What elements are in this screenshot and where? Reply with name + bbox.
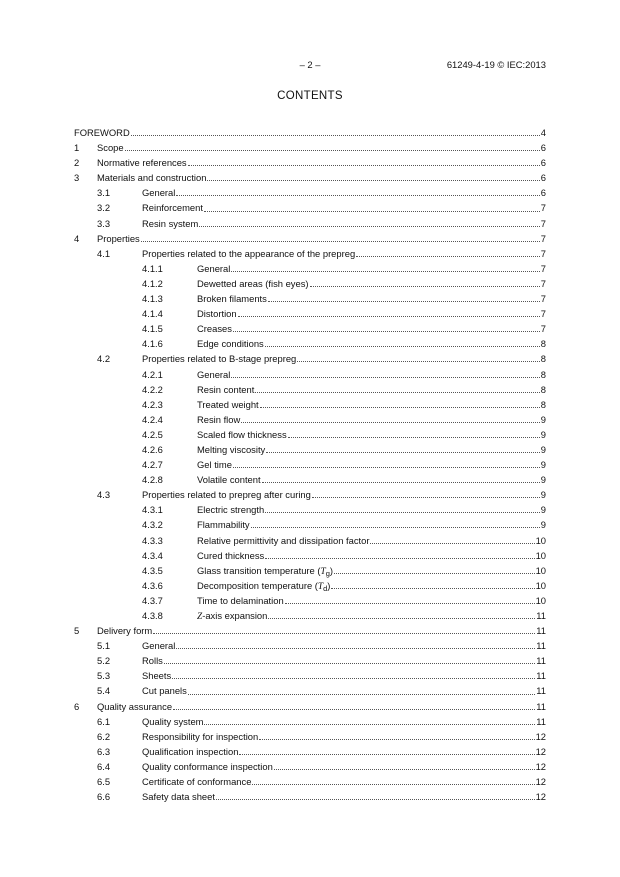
toc-entry-title-text: Quality conformance inspection bbox=[142, 760, 273, 772]
toc-entry-title-text: Properties related to the appearance of the prepreg bbox=[142, 247, 356, 259]
toc-entry-number: 4.2.2 bbox=[142, 383, 163, 395]
toc-entry-page: 6 bbox=[540, 142, 546, 154]
toc-entry-title-text: Glass transition temperature ( bbox=[197, 564, 321, 576]
toc-entry-title bbox=[197, 517, 250, 532]
toc-entry-page: 9 bbox=[540, 428, 546, 440]
toc-entry-page: 4 bbox=[540, 127, 546, 138]
toc-entry[interactable] bbox=[74, 200, 546, 215]
toc-entry-page: 12 bbox=[535, 791, 546, 803]
toc-entry-number: 1 bbox=[74, 142, 80, 154]
toc-entry[interactable] bbox=[74, 502, 546, 517]
toc-entry-title bbox=[197, 382, 254, 397]
toc-entry-title-text: Responsibility for inspection bbox=[142, 730, 259, 742]
toc-dot-leader bbox=[262, 482, 540, 483]
toc-dot-leader bbox=[176, 648, 535, 649]
toc-dot-leader bbox=[231, 271, 539, 272]
toc-entry-title bbox=[197, 321, 232, 336]
toc-entry-page: 11 bbox=[536, 625, 546, 637]
toc-dot-leader bbox=[204, 211, 540, 212]
toc-entry-number: 4.1.4 bbox=[142, 308, 163, 320]
toc-entry[interactable] bbox=[74, 427, 546, 442]
toc-entry-page: 12 bbox=[535, 730, 546, 742]
toc-entry-number: 5.3 bbox=[97, 670, 111, 682]
toc-entry[interactable] bbox=[74, 336, 546, 351]
toc-entry-page: 8 bbox=[540, 368, 546, 380]
toc-entry-page: 8 bbox=[540, 338, 546, 350]
toc-entry-title-text: Properties related to B-stage prepreg bbox=[142, 353, 297, 365]
toc-entry[interactable] bbox=[74, 321, 546, 336]
toc-entry-page: 10 bbox=[535, 594, 546, 606]
toc-entry[interactable] bbox=[74, 623, 546, 638]
toc-entry-title-text: Sheets bbox=[142, 670, 172, 682]
toc-entry-number: 6 bbox=[74, 700, 80, 712]
toc-entry-title bbox=[142, 668, 171, 683]
toc-entry[interactable] bbox=[74, 216, 546, 231]
toc-entry-title-text: Certificate of conformance bbox=[142, 776, 252, 788]
toc-dot-leader bbox=[176, 195, 539, 196]
toc-entry-title-text: Reinforcement bbox=[142, 202, 203, 214]
toc-entry[interactable] bbox=[74, 578, 546, 593]
toc-entry-number: 4.2.6 bbox=[142, 443, 163, 455]
toc-entry-title bbox=[197, 427, 287, 442]
toc-entry-title-text: Properties bbox=[97, 232, 140, 244]
toc-entry-number: 4.2.5 bbox=[142, 428, 163, 440]
toc-entry[interactable] bbox=[74, 774, 546, 789]
toc-entry-number: 3 bbox=[74, 172, 80, 184]
toc-entry[interactable] bbox=[74, 533, 546, 548]
toc-entry-page: 9 bbox=[540, 519, 546, 531]
toc-entry[interactable] bbox=[74, 683, 546, 698]
toc-entry-subscript: g bbox=[325, 568, 330, 578]
toc-entry[interactable] bbox=[74, 306, 546, 321]
toc-entry-page: 11 bbox=[536, 685, 546, 697]
toc-entry-number: 4.3.7 bbox=[142, 594, 163, 606]
toc-entry[interactable] bbox=[74, 246, 546, 261]
toc-entry[interactable] bbox=[74, 155, 546, 170]
toc-entry[interactable] bbox=[74, 729, 546, 744]
toc-dot-leader bbox=[259, 739, 534, 740]
toc-entry-page: 10 bbox=[535, 534, 546, 546]
toc-entry-title bbox=[97, 231, 140, 246]
toc-entry-title bbox=[197, 276, 309, 291]
toc-entry-page: 10 bbox=[535, 564, 546, 576]
toc-entry-title bbox=[142, 759, 273, 774]
toc-entry[interactable] bbox=[74, 140, 546, 155]
toc-entry-title bbox=[97, 170, 206, 185]
toc-entry-title bbox=[142, 744, 238, 759]
toc-entry-title-text: Scaled flow thickness bbox=[197, 428, 287, 440]
toc-entry-page: 7 bbox=[540, 293, 546, 305]
toc-entry-title-text: Distortion bbox=[197, 308, 237, 320]
toc-entry-title bbox=[142, 200, 203, 215]
toc-entry[interactable] bbox=[74, 548, 546, 563]
toc-entry-number: 4.2.8 bbox=[142, 474, 163, 486]
toc-entry-title-text: Cut panels bbox=[142, 685, 187, 697]
toc-entry-page: 11 bbox=[536, 700, 546, 712]
toc-entry-title bbox=[142, 487, 311, 502]
toc-dot-leader bbox=[370, 543, 534, 544]
toc-entry-page: 7 bbox=[540, 217, 546, 229]
toc-entry[interactable] bbox=[74, 714, 546, 729]
toc-entry-title-text: Properties related to prepreg after curing bbox=[142, 489, 311, 501]
toc-entry-title bbox=[97, 155, 187, 170]
toc-dot-leader bbox=[268, 618, 535, 619]
toc-entry-title-text: Safety data sheet bbox=[142, 791, 215, 803]
toc-dot-leader bbox=[268, 301, 540, 302]
toc-entry-title-text: Cured thickness bbox=[197, 549, 265, 561]
toc-entry-title bbox=[197, 336, 264, 351]
toc-entry-number: 6.5 bbox=[97, 776, 111, 788]
toc-entry[interactable] bbox=[74, 789, 546, 804]
toc-dot-leader bbox=[188, 694, 535, 695]
toc-entry-number: 6.2 bbox=[97, 730, 111, 742]
toc-entry-page: 11 bbox=[536, 715, 546, 727]
toc-entry-number: 6.4 bbox=[97, 760, 111, 772]
toc-entry-number: 4.2.4 bbox=[142, 413, 163, 425]
toc-entry[interactable] bbox=[74, 382, 546, 397]
toc-entry-title bbox=[197, 367, 230, 382]
toc-entry-title-text: -axis expansion bbox=[202, 610, 268, 621]
toc-dot-leader bbox=[297, 361, 540, 362]
toc-entry-title bbox=[197, 397, 259, 412]
toc-entry-title bbox=[74, 125, 130, 140]
toc-entry[interactable] bbox=[74, 563, 546, 578]
toc-entry-title-text: Scope bbox=[97, 142, 124, 154]
toc-entry-page: 9 bbox=[540, 504, 546, 516]
toc-dot-leader bbox=[241, 422, 540, 423]
toc-entry-number: 4.3.1 bbox=[142, 504, 163, 516]
toc-entry[interactable] bbox=[74, 699, 546, 714]
toc-entry-title-text: Electric strength bbox=[197, 504, 265, 516]
toc-entry-page: 8 bbox=[540, 398, 546, 410]
toc-entry-page: 12 bbox=[535, 776, 546, 788]
toc-entry[interactable] bbox=[74, 261, 546, 276]
toc-entry-title-text: Volatile content bbox=[197, 474, 261, 486]
toc-entry-title bbox=[197, 442, 265, 457]
toc-entry[interactable] bbox=[74, 608, 546, 623]
toc-dot-leader bbox=[251, 527, 540, 528]
toc-entry[interactable] bbox=[74, 759, 546, 774]
toc-entry-title-text: Relative permittivity and dissipation factor bbox=[197, 534, 370, 546]
toc-entry[interactable] bbox=[74, 367, 546, 382]
toc-dot-leader bbox=[252, 784, 534, 785]
toc-entry-page: 10 bbox=[535, 549, 546, 561]
toc-entry-title bbox=[142, 351, 296, 366]
toc-entry-number: 4.3.4 bbox=[142, 549, 163, 561]
toc-dot-leader bbox=[207, 180, 539, 181]
toc-dot-leader bbox=[173, 709, 535, 710]
toc-entry-number: 3.3 bbox=[97, 217, 111, 229]
toc-entry-title bbox=[142, 638, 175, 653]
toc-entry[interactable] bbox=[74, 412, 546, 427]
toc-entry[interactable] bbox=[74, 125, 546, 140]
toc-entry[interactable] bbox=[74, 276, 546, 291]
toc-entry[interactable] bbox=[74, 231, 546, 246]
toc-entry-title bbox=[142, 714, 203, 729]
toc-entry-title-text: Resin content bbox=[197, 383, 255, 395]
toc-dot-leader bbox=[312, 497, 540, 498]
toc-entry-title bbox=[197, 548, 264, 563]
toc-entry-page: 9 bbox=[540, 489, 546, 501]
toc-entry-title-text: General bbox=[197, 262, 231, 274]
toc-entry-title-text: Treated weight bbox=[197, 398, 259, 410]
toc-entry-title-text: Gel time bbox=[197, 459, 232, 471]
toc-entry-title bbox=[97, 140, 124, 155]
toc-entry-page: 8 bbox=[540, 353, 546, 365]
toc-dot-leader bbox=[265, 512, 540, 513]
toc-entry-number: 4.1 bbox=[97, 247, 111, 259]
toc-entry-title-text: General bbox=[142, 640, 176, 652]
toc-entry-number: 4.1.3 bbox=[142, 293, 163, 305]
toc-entry-title bbox=[142, 683, 187, 698]
toc-entry-title bbox=[97, 623, 152, 638]
toc-entry[interactable] bbox=[74, 291, 546, 306]
toc-entry-title bbox=[97, 699, 172, 714]
toc-entry-title bbox=[197, 457, 232, 472]
toc-entry-title bbox=[197, 472, 261, 487]
toc-dot-leader bbox=[204, 724, 535, 725]
toc-dot-leader bbox=[331, 588, 534, 589]
toc-entry[interactable] bbox=[74, 593, 546, 608]
toc-entry-page: 11 bbox=[536, 655, 546, 667]
toc-dot-leader bbox=[265, 558, 534, 559]
toc-entry-page: 7 bbox=[540, 202, 546, 214]
toc-dot-leader bbox=[238, 316, 540, 317]
toc-entry-title-text: Normative references bbox=[97, 157, 187, 169]
toc-dot-leader bbox=[231, 377, 539, 378]
toc-entry-number: 5.2 bbox=[97, 655, 111, 667]
toc-entry[interactable] bbox=[74, 638, 546, 653]
toc-entry-subscript: d bbox=[323, 583, 328, 593]
toc-entry[interactable] bbox=[74, 487, 546, 502]
toc-dot-leader bbox=[356, 256, 540, 257]
page-title: CONTENTS bbox=[277, 90, 343, 102]
toc-entry-title-text: Resin flow bbox=[197, 413, 241, 425]
toc-entry-title-text: Materials and construction bbox=[97, 172, 207, 184]
toc-entry-page: 12 bbox=[535, 745, 546, 757]
toc-entry-title-text: FOREWORD bbox=[74, 127, 130, 138]
toc-entry[interactable] bbox=[74, 397, 546, 412]
toc-entry-page: 9 bbox=[540, 443, 546, 455]
toc-entry-number: 4.3.8 bbox=[142, 610, 163, 621]
page-number: – 2 – bbox=[299, 59, 321, 70]
toc-dot-leader bbox=[334, 573, 535, 574]
document-id: 61249-4-19 © IEC:2013 bbox=[446, 59, 546, 70]
toc-entry-number: 4.2 bbox=[97, 353, 111, 365]
toc-entry-title bbox=[197, 412, 240, 427]
toc-entry-title-text: General bbox=[142, 187, 176, 199]
toc-entry-page: 9 bbox=[540, 459, 546, 471]
toc-dot-leader bbox=[274, 769, 535, 770]
toc-entry-page: 6 bbox=[540, 157, 546, 169]
toc-entry-title bbox=[197, 533, 369, 548]
toc-dot-leader bbox=[216, 799, 535, 800]
toc-entry[interactable] bbox=[74, 472, 546, 487]
toc-entry-title bbox=[197, 593, 284, 608]
toc-entry-number: 4.1.2 bbox=[142, 277, 163, 289]
toc-entry[interactable] bbox=[74, 185, 546, 200]
toc-entry-title bbox=[142, 729, 258, 744]
toc-entry-title-text: Delivery form bbox=[97, 625, 153, 637]
toc-entry-number: 6.1 bbox=[97, 715, 111, 727]
table-of-contents bbox=[74, 125, 546, 804]
toc-entry-page: 10 bbox=[535, 579, 546, 591]
toc-entry-title-text: Dewetted areas (fish eyes) bbox=[197, 277, 309, 289]
toc-entry-title bbox=[142, 216, 198, 231]
toc-entry-page: 8 bbox=[540, 383, 546, 395]
toc-entry-page: 9 bbox=[540, 413, 546, 425]
toc-entry-number: 3.2 bbox=[97, 202, 111, 214]
toc-entry-title bbox=[197, 261, 230, 276]
toc-entry-title-text: Melting viscosity bbox=[197, 443, 266, 455]
toc-entry-page: 11 bbox=[536, 610, 546, 621]
toc-entry-title bbox=[142, 774, 251, 789]
toc-entry-number: 4.3.6 bbox=[142, 579, 163, 591]
toc-entry-page: 6 bbox=[540, 172, 546, 184]
toc-entry-title-text: Time to delamination bbox=[197, 594, 284, 606]
toc-dot-leader bbox=[233, 331, 540, 332]
toc-entry-page: 12 bbox=[535, 760, 546, 772]
toc-entry-symbol: T bbox=[317, 581, 324, 592]
toc-dot-leader bbox=[288, 437, 540, 438]
toc-dot-leader bbox=[233, 467, 540, 468]
toc-entry[interactable] bbox=[74, 744, 546, 759]
toc-entry[interactable] bbox=[74, 442, 546, 457]
toc-entry[interactable] bbox=[74, 517, 546, 532]
toc-entry[interactable] bbox=[74, 351, 546, 366]
toc-entry-number: 5.4 bbox=[97, 685, 111, 697]
toc-entry-title bbox=[197, 291, 267, 306]
toc-entry-title bbox=[197, 306, 237, 321]
toc-entry-number: 5.1 bbox=[97, 640, 111, 652]
toc-entry-number: 4.2.3 bbox=[142, 398, 163, 410]
toc-entry-title bbox=[142, 246, 355, 261]
toc-entry-title-text: Broken filaments bbox=[197, 293, 267, 305]
toc-entry-title-text: Edge conditions bbox=[197, 338, 264, 350]
toc-entry[interactable] bbox=[74, 170, 546, 185]
toc-entry-number: 4.3.5 bbox=[142, 564, 163, 576]
toc-entry-title bbox=[197, 502, 264, 517]
toc-entry-number: 4.3.2 bbox=[142, 519, 163, 531]
toc-entry-title-text: General bbox=[197, 368, 231, 380]
toc-entry-page: 7 bbox=[540, 232, 546, 244]
toc-entry-title-text: Quality assurance bbox=[97, 700, 173, 712]
toc-dot-leader bbox=[266, 452, 540, 453]
toc-entry-number: 3.1 bbox=[97, 187, 111, 199]
toc-dot-leader bbox=[172, 678, 535, 679]
toc-entry-number: 5 bbox=[74, 625, 80, 637]
toc-dot-leader bbox=[141, 241, 540, 242]
toc-dot-leader bbox=[260, 407, 540, 408]
toc-entry-title-end: ) bbox=[327, 579, 331, 591]
toc-dot-leader bbox=[188, 165, 540, 166]
toc-entry-title bbox=[142, 789, 215, 804]
toc-entry-page: 11 bbox=[536, 670, 546, 682]
toc-entry-title bbox=[142, 653, 163, 668]
toc-entry-number: 2 bbox=[74, 157, 80, 169]
toc-entry-number: 6.3 bbox=[97, 745, 111, 757]
toc-dot-leader bbox=[125, 150, 540, 151]
toc-entry-page: 7 bbox=[540, 277, 546, 289]
toc-dot-leader bbox=[265, 346, 540, 347]
toc-entry-title-text: Rolls bbox=[142, 655, 163, 667]
toc-entry-title-end: ) bbox=[329, 564, 334, 576]
toc-entry-title-text: Quality system bbox=[142, 715, 204, 727]
toc-entry-page: 7 bbox=[540, 323, 546, 335]
toc-entry-page: 11 bbox=[536, 640, 546, 652]
toc-entry-symbol: T bbox=[320, 566, 326, 577]
toc-entry-number: 6.6 bbox=[97, 791, 111, 803]
toc-entry-symbol: Z bbox=[197, 612, 203, 622]
toc-dot-leader bbox=[153, 633, 535, 634]
toc-entry-title-text: Creases bbox=[197, 323, 232, 335]
toc-entry-title-text: Flammability bbox=[197, 519, 250, 531]
toc-dot-leader bbox=[164, 663, 535, 664]
toc-entry-number: 4.1.1 bbox=[142, 262, 163, 274]
toc-entry-number: 4.1.6 bbox=[142, 338, 163, 350]
toc-dot-leader bbox=[199, 226, 540, 227]
toc-entry-title-text: Decomposition temperature ( bbox=[197, 579, 318, 591]
toc-entry-page: 9 bbox=[540, 474, 546, 486]
toc-entry-page: 7 bbox=[540, 262, 546, 274]
toc-entry-page: 7 bbox=[540, 247, 546, 259]
toc-entry[interactable] bbox=[74, 457, 546, 472]
toc-entry-number: 4.2.1 bbox=[142, 368, 163, 380]
toc-entry-page: 6 bbox=[540, 187, 546, 199]
toc-entry-number: 4.3.3 bbox=[142, 534, 163, 546]
toc-entry-number: 4.2.7 bbox=[142, 459, 163, 471]
toc-entry-page: 7 bbox=[540, 308, 546, 320]
toc-dot-leader bbox=[285, 603, 535, 604]
toc-entry[interactable] bbox=[74, 653, 546, 668]
toc-entry-title bbox=[142, 185, 175, 200]
toc-entry-number: 4.3 bbox=[97, 489, 111, 501]
toc-entry-number: 4.1.5 bbox=[142, 323, 163, 335]
toc-dot-leader bbox=[310, 286, 540, 287]
toc-entry[interactable] bbox=[74, 668, 546, 683]
toc-entry-title-text: Qualification inspection bbox=[142, 745, 239, 757]
toc-dot-leader bbox=[239, 754, 534, 755]
toc-entry-title-text: Resin system bbox=[142, 217, 199, 229]
toc-dot-leader bbox=[255, 392, 539, 393]
toc-dot-leader bbox=[131, 135, 540, 136]
toc-entry-number: 4 bbox=[74, 232, 80, 244]
